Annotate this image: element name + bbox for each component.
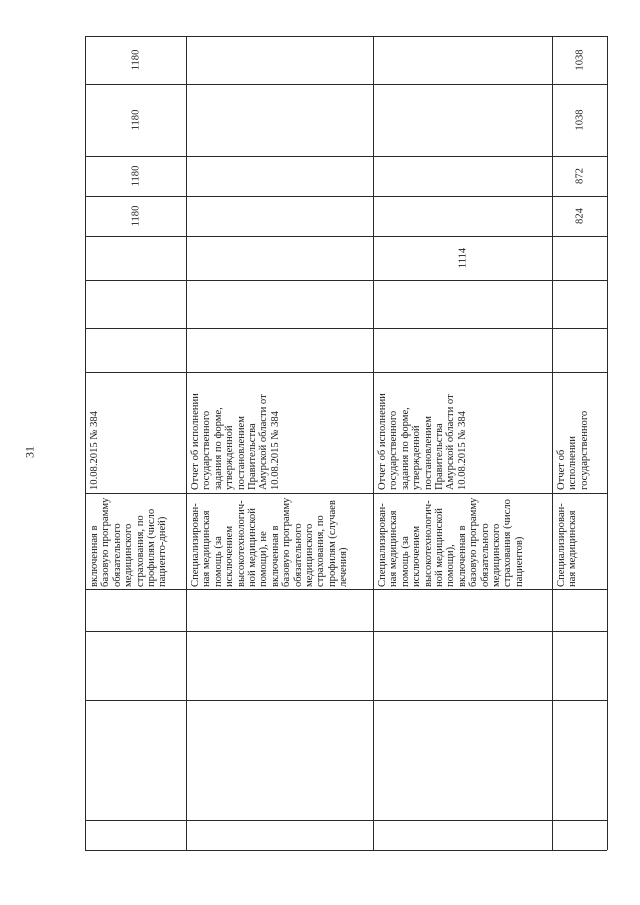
value-cell: 1180 bbox=[130, 165, 141, 187]
table-rule bbox=[186, 36, 187, 850]
indicator-description: Специализирован- ная медицинская помощь (за исключением высокотехнологич- ной медицинской помощи), не включенная в базовую программу обязательного медицинского страхования, по профилям (случаев лечения) bbox=[190, 497, 350, 587]
table-rule bbox=[85, 589, 607, 590]
value-cell: 1038 bbox=[574, 109, 585, 131]
table-rule bbox=[85, 372, 607, 373]
table-rule bbox=[85, 700, 607, 701]
indicator-description: Специализирован- ная медицинская bbox=[556, 503, 579, 587]
table-rule bbox=[85, 493, 607, 494]
table-rule bbox=[85, 156, 607, 157]
data-source: Отчет об исполнении государственного задания по форме, утвержденной постановлением Правительства Амурской области от 10.08.2015 № 384 bbox=[190, 393, 281, 490]
table-rule bbox=[85, 328, 607, 329]
data-source: 10.08.2015 № 384 bbox=[89, 411, 100, 490]
value-cell: 1114 bbox=[457, 247, 468, 269]
table-rule bbox=[85, 850, 607, 851]
value-cell: 1180 bbox=[130, 109, 141, 131]
table-rule bbox=[85, 36, 607, 37]
table-rule bbox=[373, 36, 374, 850]
table-rule bbox=[85, 196, 607, 197]
page-number: 31 bbox=[22, 446, 37, 458]
data-source: Отчет об исполнении государственного bbox=[556, 410, 590, 490]
table-rule bbox=[85, 84, 607, 85]
table-rule bbox=[85, 36, 86, 850]
table-rule bbox=[85, 631, 607, 632]
value-cell: 824 bbox=[574, 208, 585, 224]
table-rule bbox=[85, 280, 607, 281]
value-cell: 1038 bbox=[574, 49, 585, 71]
value-cell: 1180 bbox=[130, 205, 141, 227]
indicator-description: включенная в базовую программу обязательного медицинского страхования, по профилям (число пациенто-дней) bbox=[89, 497, 169, 587]
table-rule bbox=[607, 36, 608, 850]
value-cell: 872 bbox=[574, 168, 585, 184]
data-source: Отчет об исполнении государственного задания по форме, утвержденной постановлением Правительства Амурской области от 10.08.2015 № 384 bbox=[377, 393, 468, 490]
value-cell: 1180 bbox=[130, 49, 141, 71]
table-rule bbox=[552, 36, 553, 850]
table-rule bbox=[85, 236, 607, 237]
indicator-description: Специализирован- ная медицинская помощь (за исключением высокотехнологич- ной медицинской помощи), включенная в базовую программу обязательного медицинского страхования (число пациентов) bbox=[377, 497, 525, 587]
table-rule bbox=[85, 820, 607, 821]
